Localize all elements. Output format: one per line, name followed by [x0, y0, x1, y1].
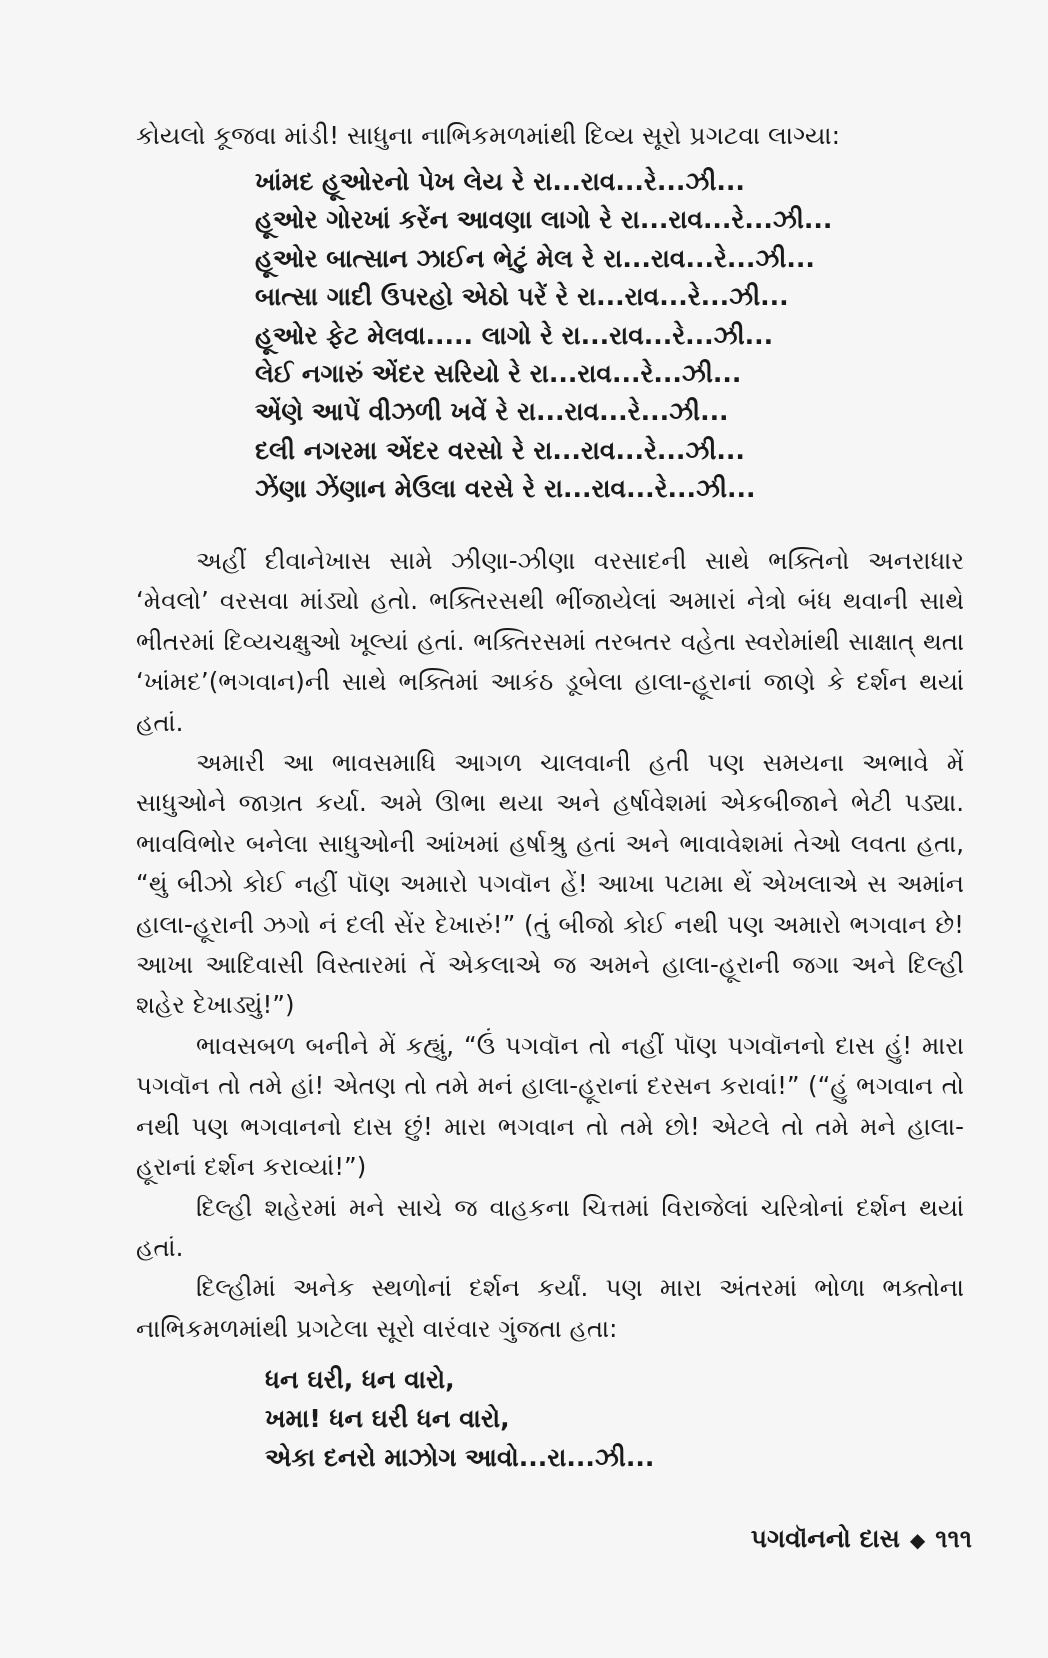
intro-line: કોયલો કૂજવા માંડી! સાધુના નાભિકમળમાંથી દિવ્ય સૂરો પ્રગટવા લાગ્યા:: [136, 121, 841, 150]
verse-line: ઝેંણા ઝેંણાન મેઉલા વરસે રે રા...રાવ...રે...ઝી...: [255, 474, 756, 504]
paragraph: અમારી આ ભાવસમાધિ આગળ ચાલવાની હતી પણ સમયના અભાવે મેં સાધુઓને જાગ્રત કર્યા. અમે ઊભા થયા અને હર્ષાવેશમાં એકબીજાને ભેટી પડ્યા. ભાવવિભોર બનેલા સાધુઓની આંખમાં હર્ષાશ્રુ હતાં અને ભાવાવેશમાં તેઓ લવતા હતા, “થું બીઝો કોઈ નહીં પૉણ અમારો પગવૉન હેં! આખા પટામા થેં એખલાએ સ અમાંન હાલા-હૂરાની ઝગો નં દલી સેંર દેખારું!” (તું બીજો કોઈ નથી પણ અમારો ભગવાન છે! આખા આદિવાસી વિસ્તારમાં તેં એકલાએ જ અમને હાલા-હૂરાની જગા અને દિલ્હી શહેર દેખાડ્યું!”): [136, 748, 964, 1020]
paragraph: અહીં દીવાનેખાસ સામે ઝીણા-ઝીણા વરસાદની સાથે ભક્તિનો અનરાધાર ‘મેવલો’ વરસવા માંડ્યો હતો. ભક્તિરસથી ભીંજાયેલાં અમારાં નેત્રો બંધ થવાની સાથે ભીતરમાં દિવ્યચક્ષુઓ ખૂલ્યાં હતાં. ભક્તિરસમાં તરબતર વહેતા સ્વરોમાંથી સાક્ષાત્ થતા ‘ખાંમદ’(ભગવાન)ની સાથે ભક્તિમાં આકંઠ ડૂબેલા હાલા-હૂરાનાં જાણે કે દર્શન થયાં હતાં.: [136, 546, 964, 737]
prose-body: [136, 541, 964, 1349]
page-number: ૧૧૧: [935, 1524, 972, 1553]
verse-line: દલી નગરમા એંદર વરસો રે રા...રાવ...રે...ઝી...: [255, 435, 745, 465]
verse-line: લેઈ નગારું એંદર સરિયો રે રા...રાવ...રે...ઝી...: [255, 359, 742, 389]
page-footer: [751, 1524, 972, 1554]
verse-line: એંણે આપેં વીઝળી ખવેં રે રા...રાવ...રે...ઝી...: [255, 397, 729, 427]
paragraph: દિલ્હી શહેરમાં મને સાચે જ વાહકના ચિત્તમાં વિરાજેલાં ચરિત્રોનાં દર્શન થયાં હતાં.: [136, 1192, 964, 1262]
verse-line: હૂઓર ફેટ મેલવા..... લાગો રે રા...રાવ...રે...ઝી...: [255, 320, 774, 350]
verse-line: ખમા! ધન ઘરી ધન વારો,: [265, 1404, 510, 1433]
verse-line: એકા દનરો માઝોગ આવો...રા...ઝી...: [265, 1443, 655, 1472]
running-title: પગવૉનનો દાસ: [750, 1524, 900, 1553]
paragraph: દિલ્હીમાં અનેક સ્થળોનાં દર્શન કર્યાં. પણ મારા અંતરમાં ભોળા ભક્તોના નાભિકમળમાંથી પ્રગટેલા સૂરો વારંવાર ગુંજતા હતા:: [136, 1273, 964, 1343]
verse-line: ખાંમદ હૂઓરનો પેખ લેય રે રા...રાવ...રે...ઝી...: [255, 167, 745, 196]
verse-line: હૂઓર ગોરખાં કરેંન આવણા લાગો રે રા...રાવ...રે...ઝી...: [255, 205, 833, 235]
diamond-separator-icon: ◆: [909, 1528, 926, 1552]
verse-line: બાત્સા ગાદી ઉપરહો એઠો પરેં રે રા...રાવ...રે...ઝી...: [255, 282, 789, 312]
paragraph: ભાવસબળ બનીને મેં કહ્યું, “ઉં પગવૉન તો નહીં પૉણ પગવૉનનો દાસ હું! મારા પગવૉન તો તમે હાં! એતણ તો તમે મનં હાલા-હૂરાનાં દરસન કરાવાં!” (“હું ભગવાન તો નથી પણ ભગવાનનો દાસ છું! મારા ભગવાન તો તમે છો! એટલે તો તમે મને હાલા-હૂરાનાં દર્શન કરાવ્યાં!”): [136, 1030, 964, 1182]
verse-block-2: [265, 1360, 654, 1477]
verse-line: હૂઓર બાત્સાન ઝાઈન ભેટું મેલ રે રા...રાવ...રે...ઝી...: [255, 243, 815, 273]
verse-block-1: [255, 163, 832, 509]
verse-line: ધન ઘરી, ધન વારો,: [265, 1365, 455, 1394]
